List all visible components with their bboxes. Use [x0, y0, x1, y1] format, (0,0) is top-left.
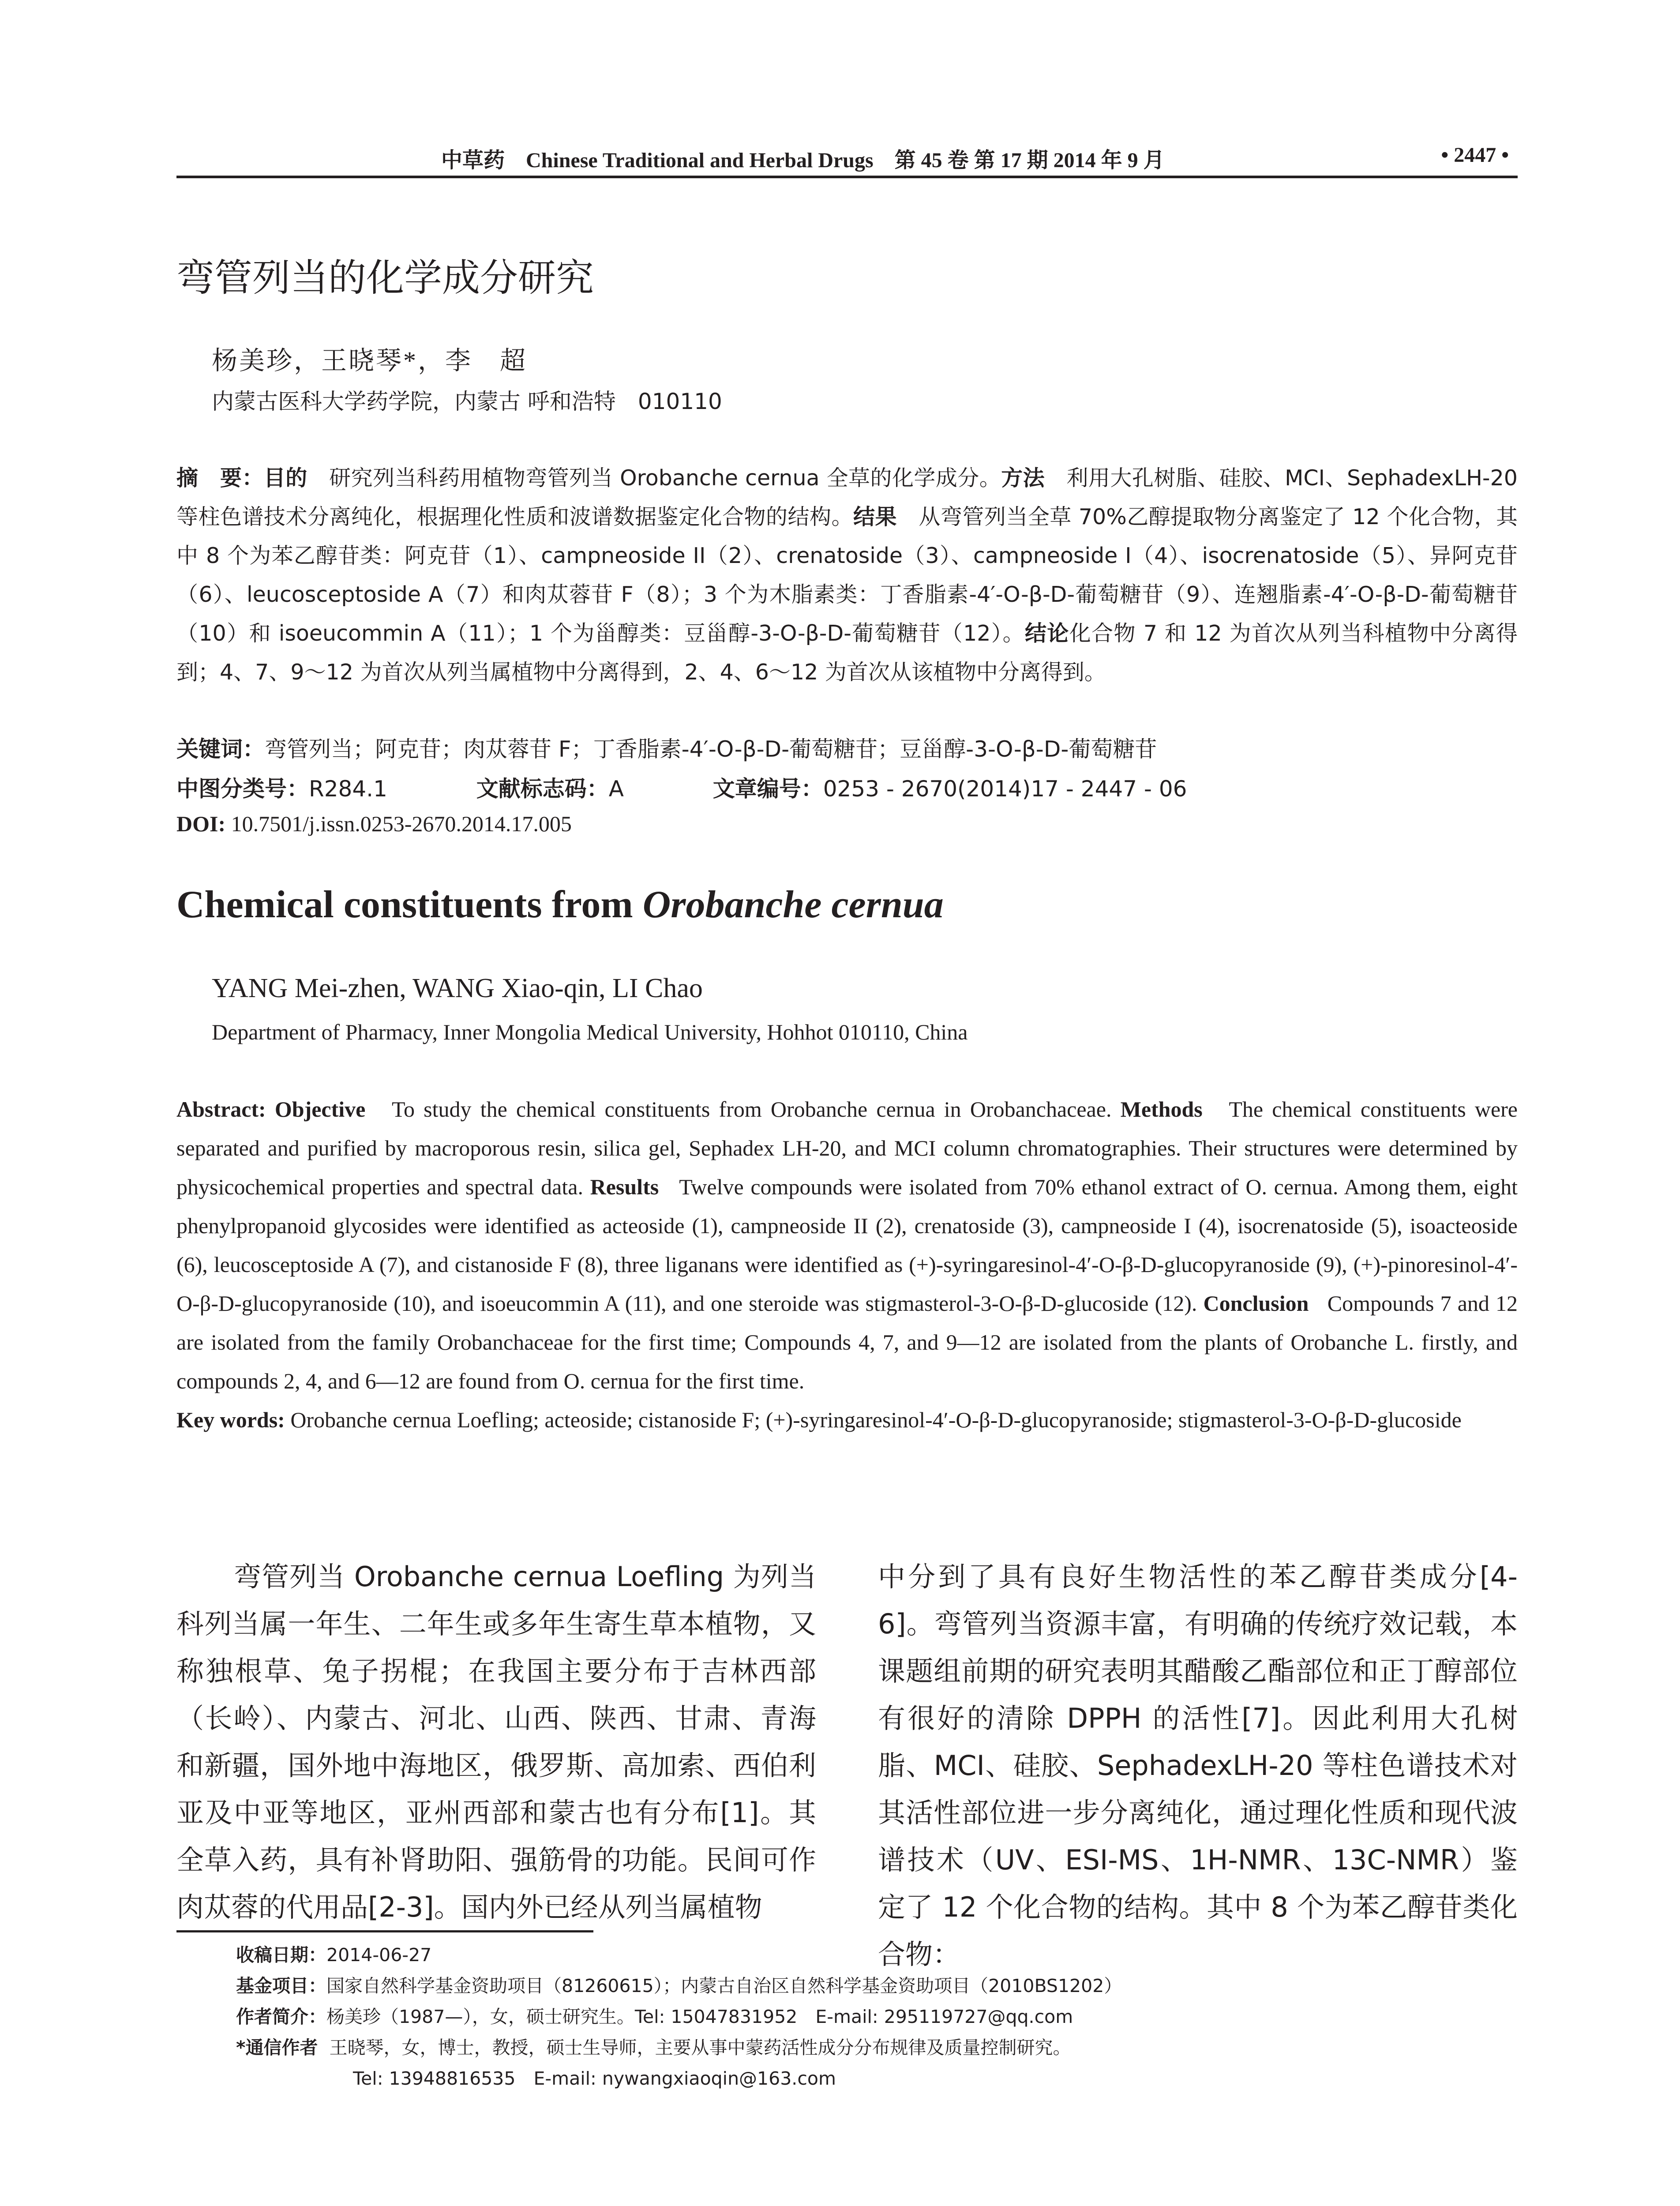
doi-value: 10.7501/j.issn.0253-2670.2014.17.005	[231, 811, 572, 836]
author-label: 作者简介：	[236, 2006, 326, 2027]
clc-label: 中图分类号：	[176, 776, 309, 802]
corr-text: 王晓琴，女，博士，教授，硕士生导师，主要从事中蒙药活性成分分布规律及质量控制研究。	[329, 2037, 1071, 2058]
affiliation-english: Department of Pharmacy, Inner Mongolia Medical University, Hohhot 010110, China	[212, 1020, 968, 1044]
doi-line	[176, 811, 572, 837]
objective-cn: 研究列当科药用植物弯管列当 Orobanche cernua 全草的化学成分。	[307, 465, 1001, 491]
affiliation-chinese: 内蒙古医科大学药学院，内蒙古 呼和浩特 010110	[212, 389, 722, 414]
received-date: 2014-06-27	[326, 1944, 432, 1966]
methods-en: The chemical constituents were separated and purified by macroporous resin, silica gel, Sephadex LH-20, and MCI column chromatographies. Their structures were determined by physicochemical properties and spectral data.	[176, 1097, 1518, 1199]
title-en-species: Orobanche cernua	[642, 883, 944, 926]
doi-label: DOI:	[176, 811, 226, 836]
results-en-label: Results	[590, 1174, 659, 1199]
fund-text: 国家自然科学基金资助项目（81260615）；内蒙古自治区自然科学基金资助项目（2010BS1202）	[326, 1975, 1122, 1996]
title-english	[176, 882, 944, 927]
authors-chinese: 杨美珍，王晓琴*，李 超	[212, 346, 528, 375]
doc-code-label: 文献标志码：	[476, 776, 609, 802]
clc-value: R284.1	[309, 776, 387, 802]
results-cn-label: 结果	[853, 504, 897, 529]
author-text: 杨美珍（1987—），女，硕士研究生。Tel: 15047831952 E-mail: 295119727@qq.com	[326, 2006, 1073, 2027]
objective-en: To study the chemical constituents from Orobanche cernua in Orobanchaceae.	[391, 1097, 1112, 1122]
received-label: 收稿日期：	[236, 1944, 326, 1966]
objective-cn-label: 目的	[263, 465, 308, 491]
journal-info: 中草药 Chinese Traditional and Herbal Drugs 第 45 卷 第 17 期 2014 年 9 月	[441, 149, 1165, 172]
footnote-corresponding	[236, 2033, 1071, 2059]
footnote-corr-contact: Tel: 13948816535 E-mail: nywangxiaoqin@163.com	[353, 2068, 836, 2089]
conclusion-cn: 化合物 7 和 12 为首次从列当科植物中分离得到；4、7、9～12 为首次从列当属植物中分离得到，2、4、6～12 为首次从该植物中分离得到。	[176, 621, 1518, 685]
keywords-en-text: Orobanche cernua Loefling; acteoside; cistanoside F; (+)-syringaresinol-4′-O-β-D-glucopyranoside; stigmasterol-3-O-β-D-glucoside	[290, 1407, 1462, 1432]
results-en: Twelve compounds were isolated from 70% ethanol extract of O. cernua. Among them, eight phenylpropanoid glycosides were identified as acteoside (1), campneoside II (2), crenatoside (3), campneoside I (4), isocrenatoside (5), isoacteoside (6), leucosceptoside A (7), and cistanoside F (8), three liganans were identified as (+)-syringaresinol-4′-O-β-D-glucopyranoside (9), (+)-pinoresinol-4′-O-β-D-glucopyranoside (10), and isoeucommin A (11), and one steroide was stigmasterol-3-O-β-D-glucoside (12).	[176, 1174, 1518, 1316]
methods-en-label: Methods	[1120, 1097, 1203, 1122]
authors-english: YANG Mei-zhen, WANG Xiao-qin, LI Chao	[212, 973, 703, 1003]
footnote-received	[236, 1940, 431, 1966]
conclusion-en: Compounds 7 and 12 are isolated from the family Orobanchaceae for the first time; Compounds 4, 7, and 9—12 are isolated from the plants of Orobanche L. firstly, and compounds 2, 4, and 6—12 are found from O. cernua for the first time.	[176, 1291, 1518, 1393]
body-right-column: 中分到了具有良好生物活性的苯乙醇苷类成分[4-6]。弯管列当资源丰富，有明确的传统疗效记载，本课题组前期的研究表明其醋酸乙酯部位和正丁醇部位有很好的清除 DPPH 的活性[7]。因此利用大孔树脂、MCI、硅胶、SephadexLH-20 等柱色谱技术对其活性部位进一步分离纯化，通过理化性质和现代波谱技术（UV、ESI-MS、1H-NMR、13C-NMR）鉴定了 12 个化合物的结构。其中 8 个为苯乙醇苷类化合物：	[878, 1561, 1518, 1970]
footnote-rule	[176, 1930, 593, 1932]
article-no-label: 文章编号：	[712, 776, 823, 802]
conclusion-en-label: Conclusion	[1203, 1291, 1309, 1316]
title-en-prefix: Chemical constituents from	[176, 883, 643, 926]
methods-cn: 利用大孔树脂、硅胶、MCI、SephadexLH-20 等柱色谱技术分离纯化，根据理化性质和波谱数据鉴定化合物的结构。	[176, 465, 1518, 529]
abstract-chinese	[176, 459, 1518, 692]
footnote-fund	[236, 1971, 1122, 1997]
article-no-value: 0253 - 2670(2014)17 - 2447 - 06	[823, 776, 1187, 802]
objective-en-label: Objective	[274, 1097, 366, 1122]
keywords-en-label: Key words:	[176, 1407, 285, 1432]
abstract-cn-label: 摘 要：	[176, 465, 264, 491]
results-cn: 从弯管列当全草 70%乙醇提取物分离鉴定了 12 个化合物，其中 8 个为苯乙醇苷类：阿克苷（1）、campneoside II（2）、crenatoside（3）、campneoside I（4）、isocrenatoside（5）、异阿克苷（6）、leucosceptoside A（7）和肉苁蓉苷 F（8）；3 个为木脂素类：丁香脂素-4′-O-β-D-葡萄糖苷（9）、连翘脂素-4′-O-β-D-葡萄糖苷（10）和 isoeucommin A（11）；1 个为甾醇类：豆甾醇-3-O-β-D-葡萄糖苷（12）。	[176, 504, 1518, 646]
title-chinese: 弯管列当的化学成分研究	[176, 256, 594, 300]
abstract-en-label: Abstract:	[176, 1097, 266, 1122]
body-left-column: 弯管列当 Orobanche cernua Loefling 为列当科列当属一年生、二年生或多年生寄生草本植物，又称独根草、兔子拐棍；在我国主要分布于吉林西部（长岭）、内蒙古、河北、山西、陕西、甘肃、青海和新疆，国外地中海地区，俄罗斯、高加索、西伯利亚及中亚等地区，亚州西部和蒙古也有分布[1]。其全草入药，具有补肾助阳、强筋骨的功能。民间可作肉苁蓉的代用品[2-3]。国内外已经从列当属植物	[176, 1561, 816, 1923]
keywords-cn-label: 关键词：	[176, 736, 265, 762]
running-header	[176, 140, 1518, 178]
abstract-english	[176, 1090, 1518, 1439]
fund-label: 基金项目：	[236, 1975, 326, 1996]
conclusion-cn-label: 结论	[1025, 621, 1069, 646]
page-number: • 2447 •	[1441, 143, 1509, 167]
doc-code-value: A	[608, 776, 624, 802]
keywords-cn-text: 弯管列当；阿克苷；肉苁蓉苷 F；丁香脂素-4′-O-β-D-葡萄糖苷；豆甾醇-3-O-β-D-葡萄糖苷	[265, 736, 1157, 762]
methods-cn-label: 方法	[1001, 465, 1045, 491]
classification-line	[176, 771, 1187, 803]
footnote-author	[236, 2002, 1073, 2028]
corr-label: *通信作者	[236, 2037, 318, 2058]
keywords-chinese	[176, 732, 1157, 763]
